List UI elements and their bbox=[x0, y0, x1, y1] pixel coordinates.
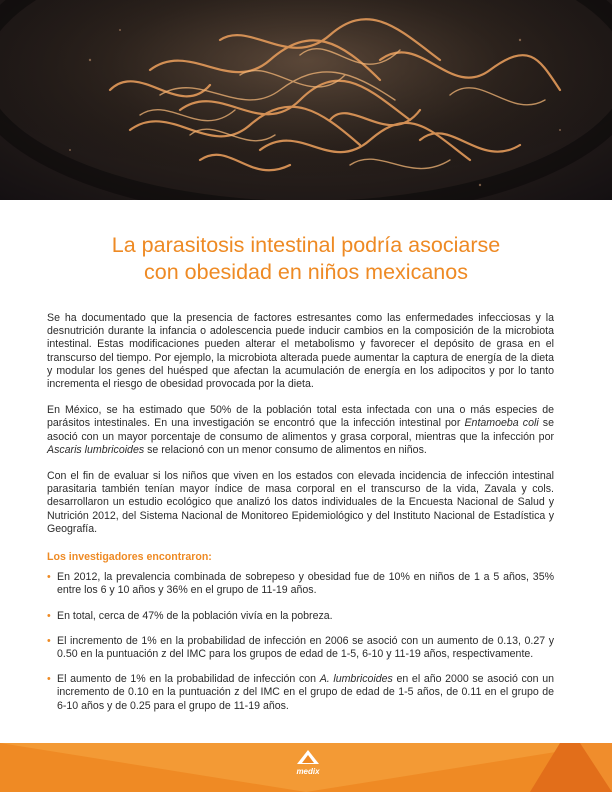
finding-text: En 2012, la prevalencia combinada de sobrepeso y obesidad fue de 10% en niños de 1 a 5 años, 35% entre los 6 y 10 años y 36% en el grupo de 11-19 años. bbox=[57, 571, 554, 597]
paragraph-intro: Se ha documentado que la presencia de factores estresantes como las enfermedades infecciosas y la desnutrición durante la infancia o adolescencia puede inducir cambios en la composición de la microbiota intestinal. Estas modificaciones pueden alterar el metabolismo y favorecer el depósito de grasa en el transcurso del tiempo. Por ejemplo, la microbiota alterada puede aumentar la captura de energía de la dieta y modular los genes del huésped que afectan la acumulación de energía en los adipocitos y por lo tanto incrementa el riesgo de obesidad provocada por la dieta. bbox=[47, 312, 554, 391]
paragraph-mexico-text-e: se relacionó con un menor consumo de alimentos en niños. bbox=[144, 443, 427, 456]
finding-item bbox=[47, 571, 554, 597]
medix-logo-icon bbox=[291, 748, 325, 778]
paragraph-study: Con el fin de evaluar si los niños que viven en los estados con elevada incidencia de infección intestinal parasitaria también tenían mayor índice de masa corporal en el transcurso de la vida, Zavala y cols. desarrollaron un estudio ecológico que analizó los datos individuales de la Encuesta Nacional de Salud y Nutrición 2012, del Sistema Nacional de Monitoreo Epidemiológico y del Instituto Nacional de Estadística y Geografía. bbox=[47, 470, 554, 535]
medix-logo bbox=[291, 748, 325, 778]
bullet-icon: • bbox=[47, 634, 51, 647]
species-a-lumbricoides: A. lumbricoides bbox=[319, 673, 393, 686]
finding-item bbox=[47, 610, 554, 623]
species-entamoeba: Entamoeba coli bbox=[464, 417, 539, 430]
findings-heading: Los investigadores encontraron: bbox=[47, 551, 212, 564]
bullet-icon: • bbox=[47, 673, 51, 686]
paragraph-mexico-text-c: se asoció con un mayor porcentaje de consumo de alimentos y grasa corporal, mientras que la infección por bbox=[47, 417, 554, 443]
finding-text-a: El aumento de 1% en la probabilidad de infección con bbox=[57, 673, 320, 686]
title-line-2: con obesidad en niños mexicanos bbox=[144, 260, 468, 284]
findings-list bbox=[47, 571, 554, 713]
bullet-icon: • bbox=[47, 609, 51, 622]
finding-item bbox=[47, 635, 554, 661]
title-line-1: La parasitosis intestinal podría asociarse bbox=[111, 233, 501, 257]
header-photo bbox=[0, 0, 612, 200]
species-ascaris: Ascaris lumbricoides bbox=[47, 443, 145, 456]
finding-item bbox=[47, 673, 554, 713]
finding-text-c: en el año 2000 se asoció con un incremento de 0.10 en la puntuación z del IMC en el grupo de edad de 1-5 años, de 0.11 en el grupo de 6-10 años y de 0.25 para el grupo de 11-19 años. bbox=[57, 673, 555, 712]
parasites-photo-image bbox=[0, 0, 612, 200]
bullet-icon: • bbox=[47, 571, 51, 584]
page-title bbox=[40, 232, 572, 286]
paragraph-mexico bbox=[47, 404, 554, 457]
paragraph-mexico-text-a: En México, se ha estimado que 50% de la población total esta infectada con una o más especies de parásitos intestinales. En una investigación se encontró que la infección intestinal por bbox=[47, 404, 554, 430]
article-body bbox=[47, 312, 554, 725]
finding-text: En total, cerca de 47% de la población vivía en la pobreza. bbox=[57, 609, 333, 622]
medix-logo-text: medix bbox=[296, 767, 320, 776]
finding-text: El incremento de 1% en la probabilidad de infección en 2006 se asoció con un aumento de 0.13, 0.27 y 0.50 en la puntuación z del IMC para los grupos de edad de 1-5, 6-10 y 11-19 años, respectivamente. bbox=[57, 634, 554, 661]
